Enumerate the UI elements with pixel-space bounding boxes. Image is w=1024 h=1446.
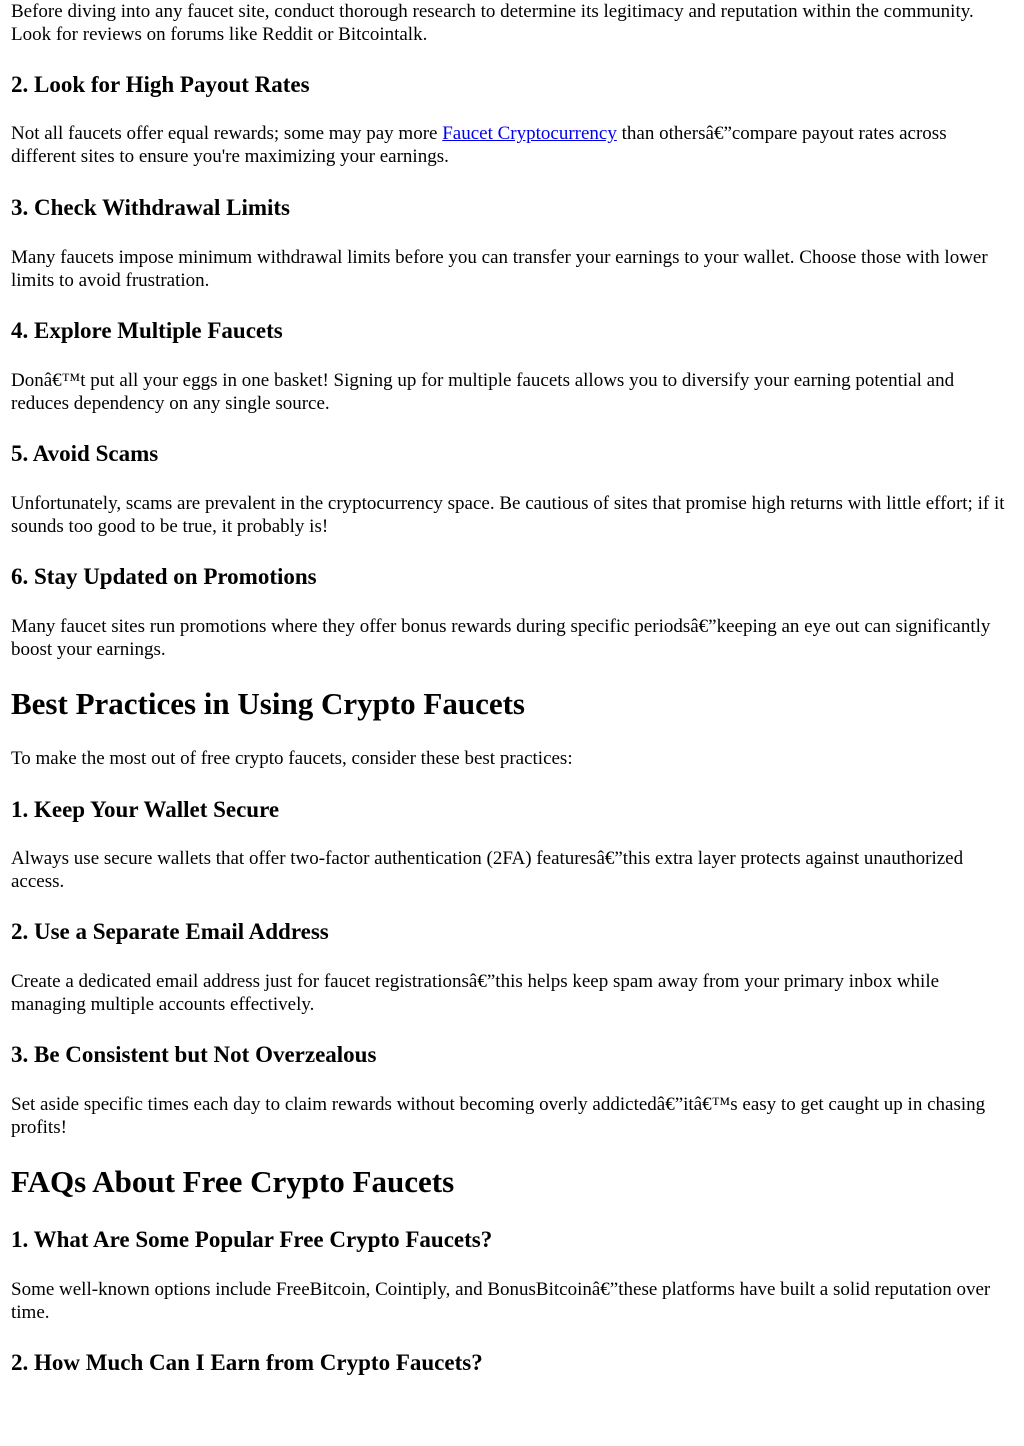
practice3-heading: 3. Be Consistent but Not Overzealous bbox=[11, 1042, 377, 1067]
tip2-heading: 2. Look for High Payout Rates bbox=[11, 72, 310, 97]
tip6-heading: 6. Stay Updated on Promotions bbox=[11, 564, 317, 589]
best-practices-title: Best Practices in Using Crypto Faucets bbox=[11, 686, 525, 721]
tip5-paragraph: Unfortunately, scams are prevalent in the cryptocurrency space. Be cautious of sites that promise high returns with little effort; if it sounds too good to be true, it probably is! bbox=[11, 493, 1005, 537]
practice1-heading: 1. Keep Your Wallet Secure bbox=[11, 797, 280, 822]
practice3-paragraph: Set aside specific times each day to claim rewards without becoming overly addictedâ€”itâ€™s easy to get caught up in chasing profits! bbox=[11, 1094, 986, 1138]
faq1-heading: 1. What Are Some Popular Free Crypto Faucets? bbox=[11, 1227, 493, 1252]
tip2-text-before: Not all faucets offer equal rewards; some may pay more bbox=[11, 123, 443, 144]
tip4-heading: 4. Explore Multiple Faucets bbox=[11, 318, 283, 343]
tip4-paragraph: Donâ€™t put all your eggs in one basket! Signing up for multiple faucets allows you to diversify your earning potential and reduces dependency on any single source. bbox=[11, 370, 955, 414]
faq1-paragraph: Some well-known options include FreeBitcoin, Cointiply, and BonusBitcoinâ€”these platforms have built a solid reputation over time. bbox=[11, 1279, 991, 1323]
faqs-title: FAQs About Free Crypto Faucets bbox=[11, 1164, 455, 1199]
tip5-heading: 5. Avoid Scams bbox=[11, 441, 159, 466]
faucet-cryptocurrency-link[interactable]: Faucet Cryptocurrency bbox=[442, 123, 617, 144]
tip3-heading: 3. Check Withdrawal Limits bbox=[11, 195, 291, 220]
practice1-paragraph: Always use secure wallets that offer two-factor authentication (2FA) featuresâ€”this extra layer protects against unauthorized access. bbox=[11, 848, 964, 892]
best-practices-intro: To make the most out of free crypto faucets, consider these best practices: bbox=[11, 748, 573, 769]
tip6-paragraph: Many faucet sites run promotions where they offer bonus rewards during specific periodsâ€”keeping an eye out can significantly boost your earnings. bbox=[11, 616, 991, 660]
practice2-heading: 2. Use a Separate Email Address bbox=[11, 919, 329, 944]
tip3-paragraph: Many faucets impose minimum withdrawal limits before you can transfer your earnings to your wallet. Choose those with lower limits to avoid frustration. bbox=[11, 247, 988, 291]
practice2-paragraph: Create a dedicated email address just for faucet registrationsâ€”this helps keep spam away from your primary inbox while managing multiple accounts effectively. bbox=[11, 971, 940, 1015]
intro-paragraph: Before diving into any faucet site, conduct thorough research to determine its legitimacy and reputation within the community. Look for reviews on forums like Reddit or Bitcointalk. bbox=[11, 1, 974, 45]
tip2-paragraph bbox=[11, 122, 1006, 168]
tip2-text-after: than othersâ€”compare payout rates across different sites to ensure you're maximizing your earnings. bbox=[11, 123, 947, 167]
faq2-heading: 2. How Much Can I Earn from Crypto Faucets? bbox=[11, 1350, 483, 1375]
